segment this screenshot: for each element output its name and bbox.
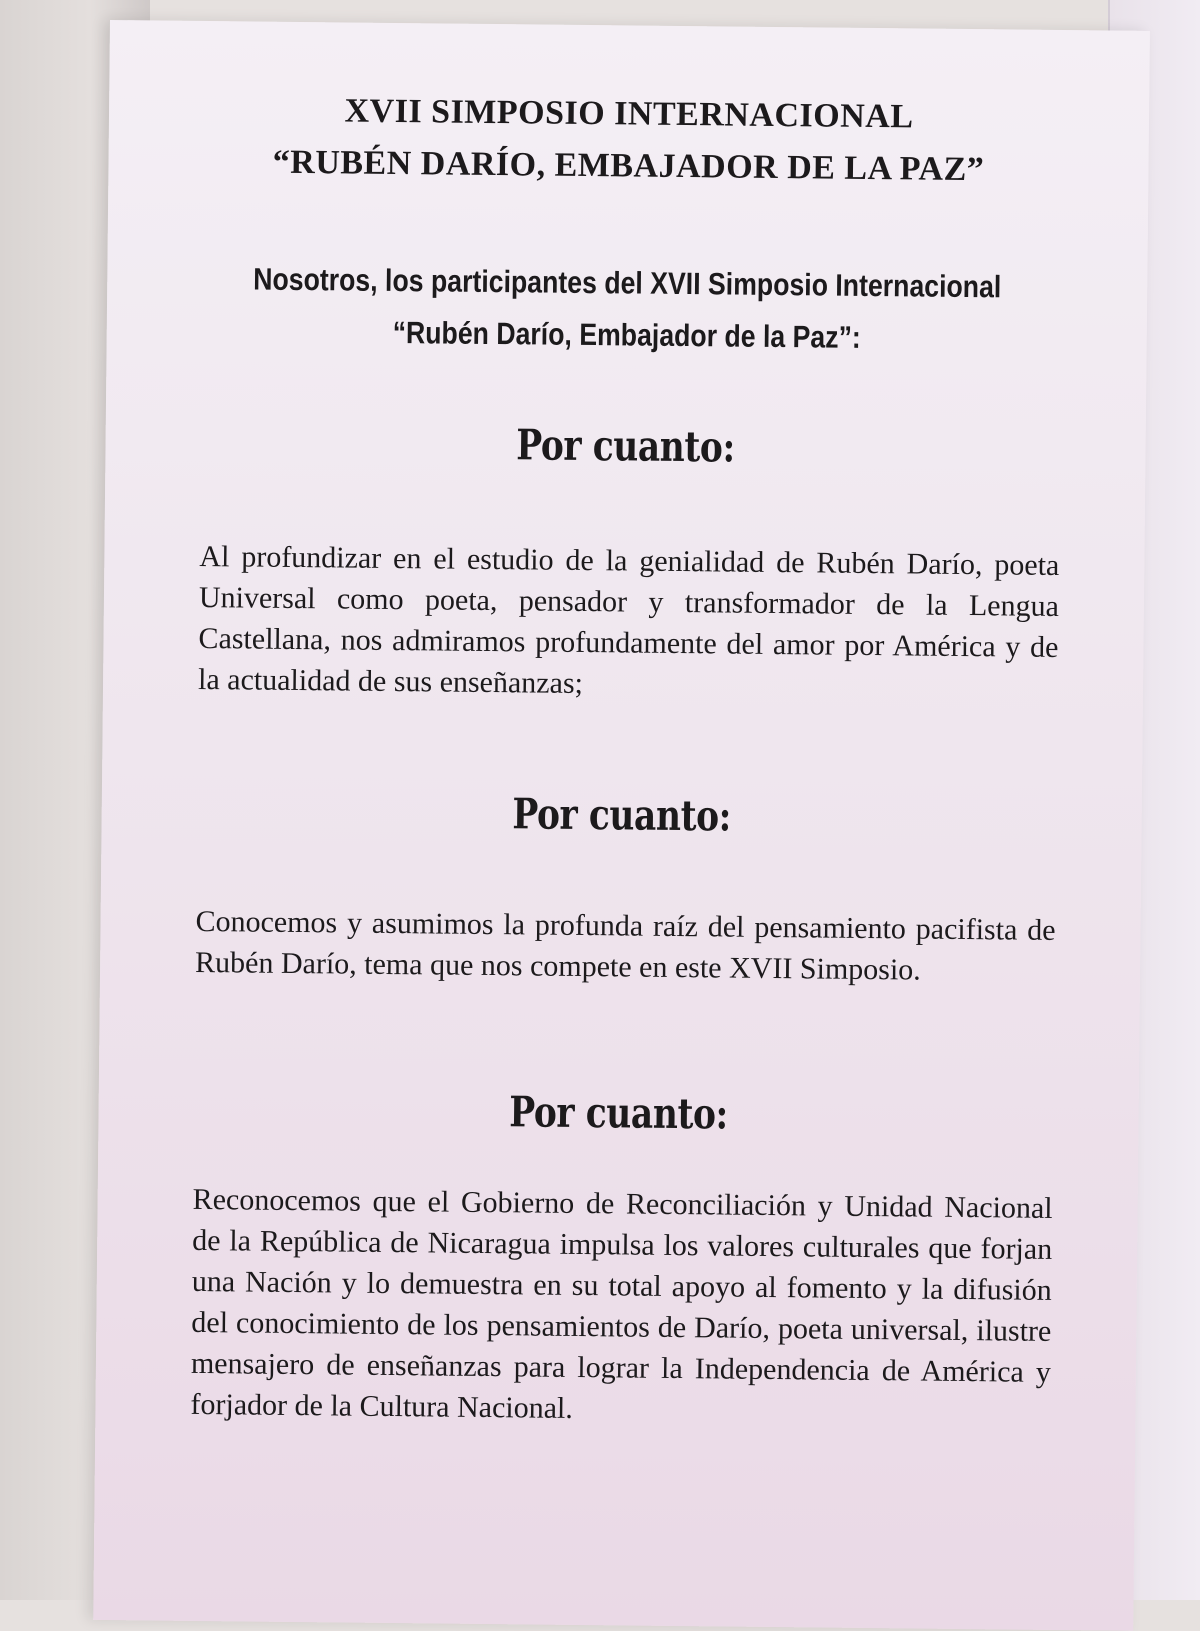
page-content [110, 20, 1150, 1425]
section-text-1: Al profundizar en el estudio de la genialidad de Rubén Darío, poeta Universal como poeta, pensador y transformador de la Lengua Castellana, nos admiramos profundamente del amor por América y de la actualidad de sus enseñanzas; [197, 539, 1060, 700]
document-page [93, 20, 1150, 1631]
section-heading-3: Por cuanto: [509, 1087, 729, 1139]
title-line-1: XVII SIMPOSIO INTERNACIONAL [344, 92, 914, 136]
section-text-3: Reconocemos que el Gobierno de Reconciliación y Unidad Nacional de la República de Nicaragua impulsa los valores culturales que forjan una Nación y lo demuestra en su total apoyo al fomento y la difusión del conocimiento de los pensamientos de Darío, poeta universal, ilustre mensajero de enseñanzas para lograr la Independencia de América y forjador de la Cultura Nacional. [190, 1182, 1053, 1425]
intro-line-2: “Rubén Darío, Embajador de la Paz”: [392, 314, 861, 355]
section-heading-2: Por cuanto: [512, 789, 732, 841]
title-line-2: “RUBÉN DARÍO, EMBAJADOR DE LA PAZ” [272, 143, 985, 189]
section-heading-1: Por cuanto: [516, 420, 736, 472]
section-text-2: Conocemos y asumimos la profunda raíz del pensamiento pacifista de Rubén Darío, tema que nos compete en este XVII Simposio. [194, 904, 1056, 987]
intro-line-1: Nosotros, los participantes del XVII Simposio Internacional [253, 261, 1002, 305]
